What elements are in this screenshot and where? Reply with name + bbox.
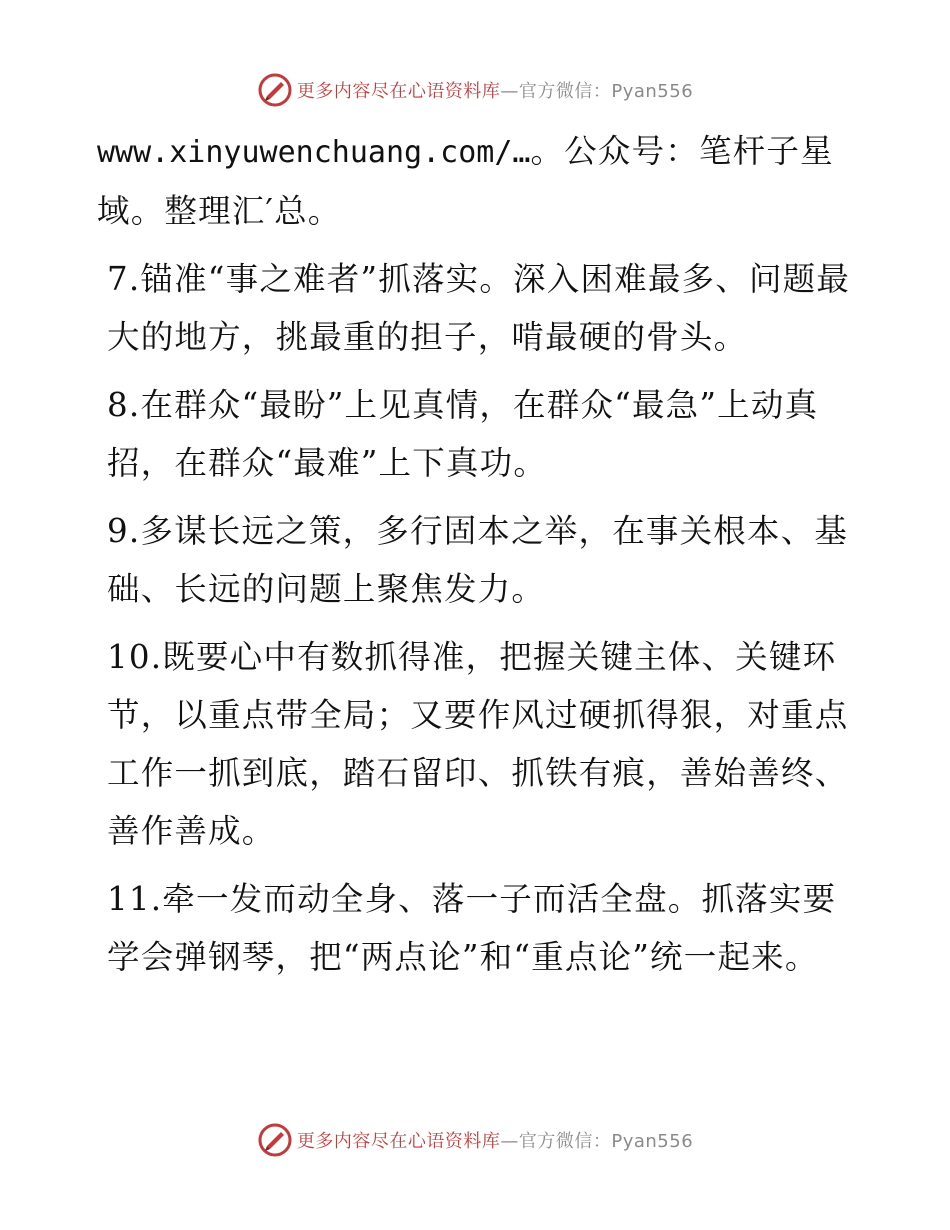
- intro-paragraph: [97, 122, 857, 240]
- item-11: 11.牵一发而动全身、落一子而活全盘。抓落实要学会弹钢琴，把“两点论”和“重点论”统一起来。: [107, 880, 837, 976]
- header-banner-dash: —: [500, 81, 519, 102]
- item-8: 8.在群众“最盼”上见真情，在群众“最急”上动真招，在群众“最难”上下真功。: [107, 386, 819, 482]
- header-banner-text: [297, 77, 693, 103]
- item-9: 9.多谋长远之策，多行固本之举，在事关根本、基础、长远的问题上聚焦发力。: [107, 512, 849, 608]
- item-7: 7.锚准“事之难者”抓落实。深入困难最多、问题最大的地方，挑最重的担子，啃最硬的骨头。: [107, 260, 851, 356]
- footer-banner-suffix: 官方微信：Pyan556: [518, 1131, 694, 1152]
- intro-url: www.xinyuwenchuang.com/…: [97, 135, 531, 170]
- header-banner-inner: [257, 72, 693, 108]
- quill-pen-icon: [257, 1122, 293, 1158]
- quill-pen-icon: [257, 72, 293, 108]
- footer-banner: [0, 1118, 950, 1162]
- document-body: [97, 122, 857, 996]
- intro-rest: 。公众号：笔杆子星域。整理汇′总。: [97, 132, 834, 230]
- footer-banner-main: 更多内容尽在心语资料库: [296, 1131, 501, 1152]
- header-banner-main: 更多内容尽在心语资料库: [296, 81, 501, 102]
- item-10: 10.既要心中有数抓得准，把握关键主体、关键环节，以重点带全局；又要作风过硬抓得狠，对重点工作一抓到底，踏石留印、抓铁有痕，善始善终、善作善成。: [107, 638, 849, 850]
- header-banner: [0, 68, 950, 112]
- header-banner-suffix: 官方微信：Pyan556: [518, 81, 694, 102]
- footer-banner-dash: —: [500, 1131, 519, 1152]
- footer-banner-text: [297, 1127, 693, 1153]
- footer-banner-inner: [257, 1122, 693, 1158]
